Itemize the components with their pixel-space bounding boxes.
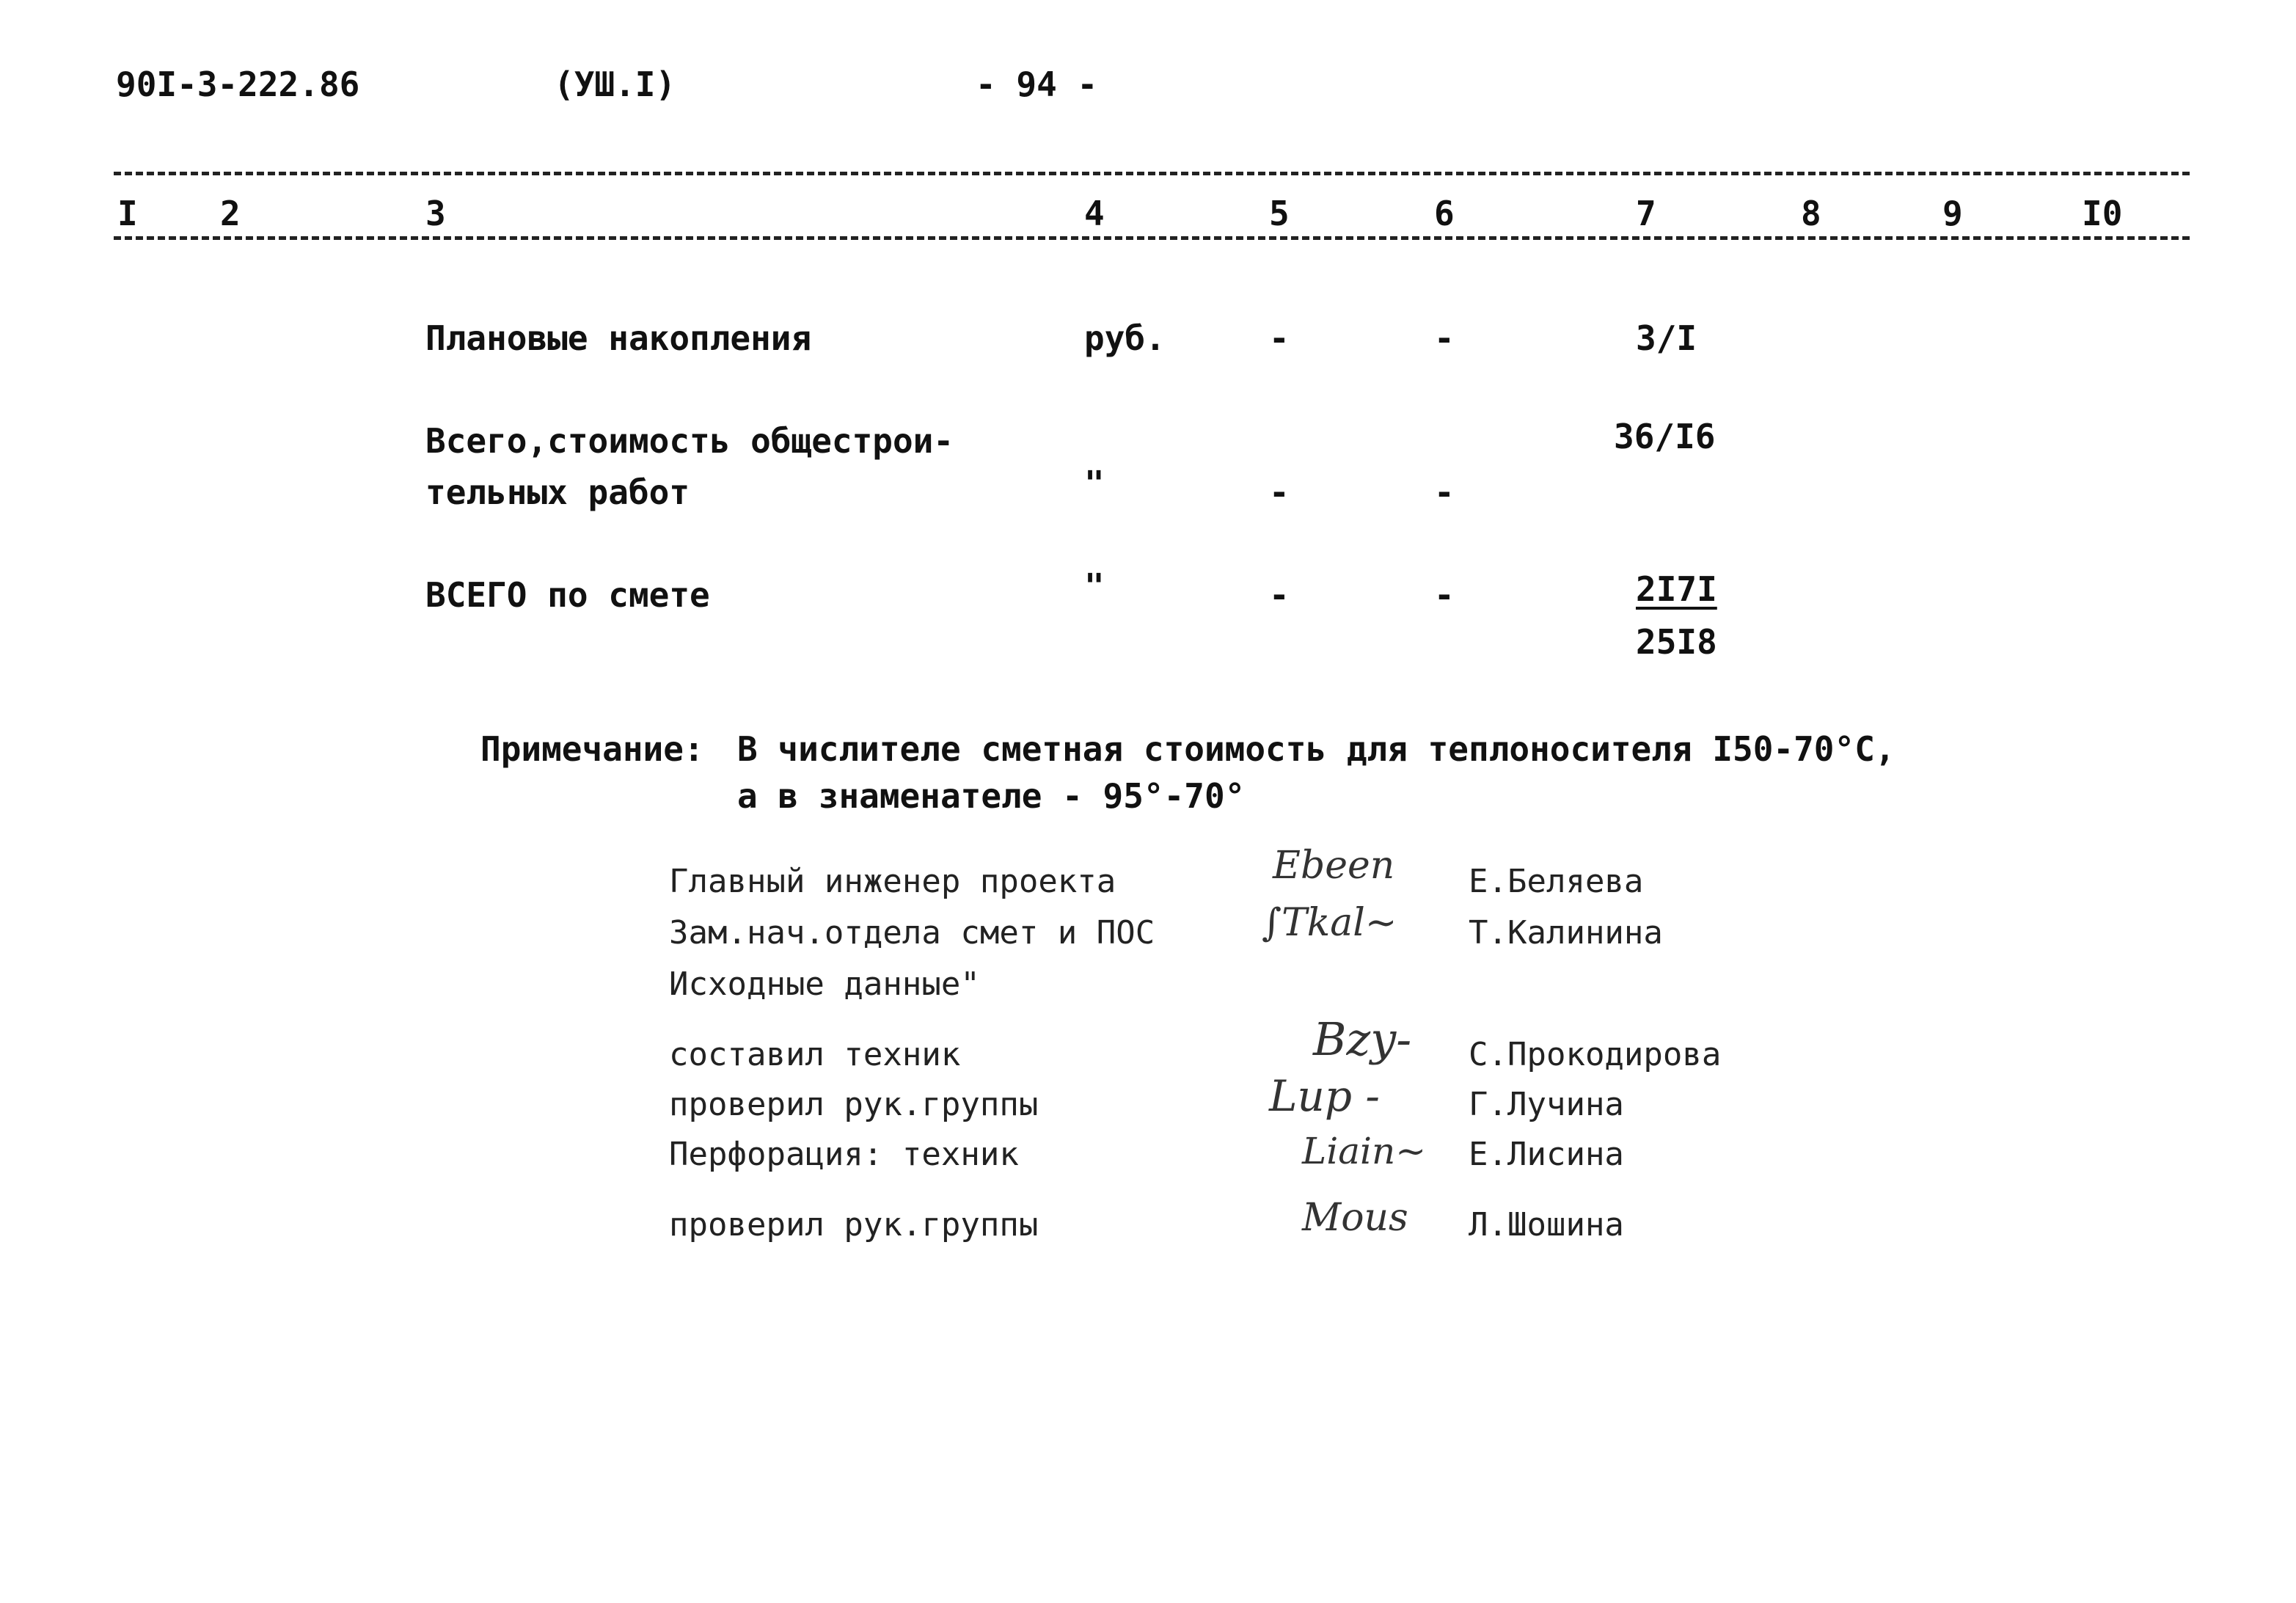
signature-name-4: С.Прокодирова — [1469, 1036, 1722, 1073]
signature-role-3: Исходные данные" — [669, 965, 980, 1003]
row-2-name-line1: Всего,стоимость общестрои- — [425, 421, 954, 461]
signature-role-5: проверил рук.группы — [669, 1086, 1039, 1123]
signature-name-6: Е.Лисина — [1469, 1136, 1624, 1173]
page-number: - 94 - — [976, 65, 1098, 104]
column-number-9: 9 — [1942, 194, 1963, 233]
row-3-unit: " — [1084, 566, 1105, 606]
signature-role-7: проверил рук.группы — [669, 1206, 1039, 1244]
row-2-col5: - — [1269, 472, 1290, 512]
note-line-1: В числителе сметная стоимость для теплоносителя I50-70°С, — [737, 729, 1895, 769]
signature-name-2: Т.Калинина — [1469, 914, 1663, 952]
row-1-col6: - — [1434, 318, 1455, 358]
note-label: Примечание: — [480, 729, 704, 769]
column-number-7: 7 — [1636, 194, 1656, 233]
column-number-6: 6 — [1434, 194, 1455, 233]
column-number-3: 3 — [425, 194, 446, 233]
row-1-col5: - — [1269, 318, 1290, 358]
signature-role-6: Перфорация: техник — [669, 1136, 1019, 1173]
row-3-col7-numerator: 2I7I — [1636, 569, 1717, 609]
row-2-col7: 36/I6 — [1614, 417, 1716, 456]
column-number-1: I — [117, 194, 138, 233]
signature-name-5: Г.Лучина — [1469, 1086, 1624, 1123]
row-1-name: Плановые накопления — [425, 318, 812, 358]
handwritten-signature-5: Lup - — [1269, 1071, 1381, 1121]
table-top-rule — [114, 172, 2190, 175]
doc-code: 90I-3-222.86 — [116, 65, 360, 104]
row-3-col7-denominator: 25I8 — [1636, 622, 1717, 662]
column-number-2: 2 — [220, 194, 241, 233]
column-number-10: I0 — [2082, 194, 2123, 233]
signature-name-1: Е.Беляева — [1469, 863, 1644, 900]
signature-name-7: Л.Шошина — [1469, 1206, 1624, 1244]
column-number-5: 5 — [1269, 194, 1290, 233]
handwritten-signature-6: Liain~ — [1302, 1130, 1427, 1172]
column-number-8: 8 — [1801, 194, 1821, 233]
row-3-col5: - — [1269, 575, 1290, 615]
table-bottom-rule — [114, 236, 2190, 240]
row-1-col7: 3/I — [1636, 318, 1697, 358]
handwritten-signature-4: Bzy- — [1313, 1012, 1412, 1066]
column-number-4: 4 — [1084, 194, 1105, 233]
note-line-2: а в знаменателе - 95°-70° — [737, 776, 1246, 816]
signature-role-4: составил техник — [669, 1036, 961, 1073]
signature-role-2: Зам.нач.отдела смет и ПОС — [669, 914, 1155, 952]
row-2-col6: - — [1434, 472, 1455, 512]
handwritten-signature-2: ∫Tkal~ — [1262, 901, 1397, 945]
row-2-name-line2: тельных работ — [425, 472, 690, 512]
row-3-name: ВСЕГО по смете — [425, 575, 710, 615]
handwritten-signature-1: Ebeen — [1273, 844, 1395, 888]
row-3-col6: - — [1434, 575, 1455, 615]
row-2-unit: " — [1084, 464, 1105, 503]
handwritten-signature-7: Mous — [1302, 1196, 1408, 1240]
signature-role-1: Главный инженер проекта — [669, 863, 1116, 900]
section-code: (УШ.I) — [554, 65, 676, 104]
row-1-unit: руб. — [1084, 318, 1166, 358]
